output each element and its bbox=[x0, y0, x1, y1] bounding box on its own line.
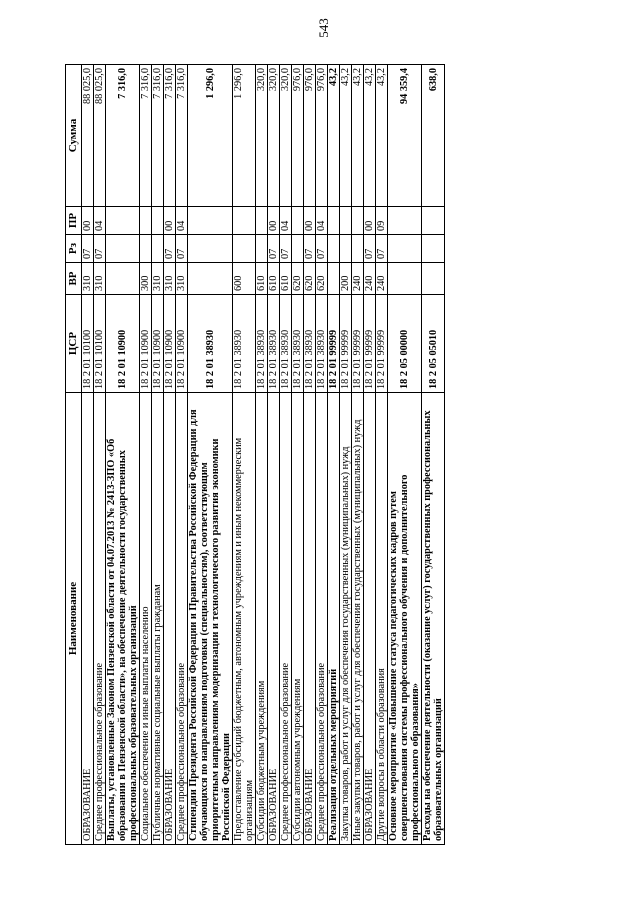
table-row bbox=[106, 65, 140, 845]
cell-csr: 18 2 01 38930 bbox=[280, 295, 292, 393]
cell-vr: 200 bbox=[340, 263, 352, 295]
cell-csr: 18 2 01 10900 bbox=[176, 295, 188, 393]
table-row bbox=[422, 65, 445, 845]
cell-name: Предоставление субсидий бюджетным, автономным учреждениям и иным некоммерческим организациям bbox=[233, 393, 256, 845]
cell-rz: 07 bbox=[82, 235, 94, 263]
table-row bbox=[316, 65, 328, 845]
table-row bbox=[82, 65, 94, 845]
cell-pr: 00 bbox=[304, 207, 316, 235]
cell-vr bbox=[388, 263, 422, 295]
cell-csr: 18 2 05 00000 bbox=[388, 295, 422, 393]
header-rz: Рз bbox=[66, 235, 82, 263]
cell-vr bbox=[328, 263, 340, 295]
budget-table bbox=[65, 64, 445, 845]
cell-pr: 00 bbox=[268, 207, 280, 235]
cell-vr bbox=[188, 263, 233, 295]
cell-csr: 18 2 01 10900 bbox=[164, 295, 176, 393]
cell-name: Среднее профессиональное образование bbox=[316, 393, 328, 845]
cell-name: Среднее профессиональное образование bbox=[94, 393, 106, 845]
cell-name: Социальное обеспечение и иные выплаты населению bbox=[140, 393, 152, 845]
cell-rz: 07 bbox=[280, 235, 292, 263]
cell-vr: 620 bbox=[316, 263, 328, 295]
cell-sum: 320,0 bbox=[280, 65, 292, 207]
cell-csr: 18 2 01 99999 bbox=[328, 295, 340, 393]
cell-pr: 04 bbox=[316, 207, 328, 235]
cell-name: Публичные нормативные социальные выплаты гражданам bbox=[152, 393, 164, 845]
cell-vr: 310 bbox=[152, 263, 164, 295]
cell-pr: 04 bbox=[280, 207, 292, 235]
cell-rz: 07 bbox=[164, 235, 176, 263]
cell-name: ОБРАЗОВАНИЕ bbox=[268, 393, 280, 845]
cell-pr: 04 bbox=[94, 207, 106, 235]
cell-pr bbox=[292, 207, 304, 235]
cell-name: ОБРАЗОВАНИЕ bbox=[164, 393, 176, 845]
cell-csr: 18 2 01 38930 bbox=[268, 295, 280, 393]
header-sum: Сумма bbox=[66, 65, 82, 207]
cell-name: Среднее профессиональное образование bbox=[176, 393, 188, 845]
cell-name: ОБРАЗОВАНИЕ bbox=[364, 393, 376, 845]
cell-csr: 18 2 01 99999 bbox=[376, 295, 388, 393]
cell-sum: 976,0 bbox=[292, 65, 304, 207]
cell-vr: 620 bbox=[292, 263, 304, 295]
table-row bbox=[268, 65, 280, 845]
cell-pr: 09 bbox=[376, 207, 388, 235]
cell-rz: 07 bbox=[304, 235, 316, 263]
table-body bbox=[82, 65, 445, 845]
cell-rz bbox=[352, 235, 364, 263]
cell-vr: 610 bbox=[280, 263, 292, 295]
cell-pr bbox=[152, 207, 164, 235]
cell-name: Субсидии бюджетным учреждениям bbox=[256, 393, 268, 845]
cell-rz bbox=[140, 235, 152, 263]
cell-vr bbox=[422, 263, 445, 295]
cell-rz bbox=[233, 235, 256, 263]
cell-rz bbox=[292, 235, 304, 263]
cell-rz bbox=[188, 235, 233, 263]
cell-sum: 7 316,0 bbox=[176, 65, 188, 207]
header-csr: ЦСР bbox=[66, 295, 82, 393]
table-row bbox=[388, 65, 422, 845]
table-row bbox=[376, 65, 388, 845]
cell-vr: 310 bbox=[82, 263, 94, 295]
cell-sum: 1 296,0 bbox=[188, 65, 233, 207]
table-row bbox=[233, 65, 256, 845]
cell-sum: 43,2 bbox=[352, 65, 364, 207]
table-header-row bbox=[66, 65, 82, 845]
table-row bbox=[188, 65, 233, 845]
cell-name: Выплаты, установленные Законом Пензенской области от 04.07.2013 № 2413-ЗПО «Об образовании в Пензенской области», на обеспечение деятельности государственных профессиональных образовательных организаций bbox=[106, 393, 140, 845]
cell-csr: 18 2 01 38930 bbox=[316, 295, 328, 393]
cell-pr: 04 bbox=[176, 207, 188, 235]
cell-csr: 18 2 01 38930 bbox=[292, 295, 304, 393]
cell-csr: 18 2 01 99999 bbox=[340, 295, 352, 393]
cell-pr: 00 bbox=[164, 207, 176, 235]
header-vr: ВР bbox=[66, 263, 82, 295]
cell-name: Закупка товаров, работ и услуг для обеспечения государственных (муниципальных) нужд bbox=[340, 393, 352, 845]
table-row bbox=[152, 65, 164, 845]
cell-pr bbox=[328, 207, 340, 235]
cell-pr bbox=[422, 207, 445, 235]
cell-rz bbox=[328, 235, 340, 263]
table-row bbox=[94, 65, 106, 845]
cell-csr: 18 2 01 38930 bbox=[233, 295, 256, 393]
table-row bbox=[176, 65, 188, 845]
cell-sum: 43,2 bbox=[340, 65, 352, 207]
cell-sum: 976,0 bbox=[304, 65, 316, 207]
cell-name: Расходы на обеспечение деятельности (оказание услуг) государственных профессиональных образовательных организаций bbox=[422, 393, 445, 845]
table-row bbox=[292, 65, 304, 845]
cell-rz: 07 bbox=[94, 235, 106, 263]
cell-vr: 310 bbox=[94, 263, 106, 295]
cell-pr bbox=[352, 207, 364, 235]
cell-vr: 240 bbox=[376, 263, 388, 295]
cell-rz: 07 bbox=[268, 235, 280, 263]
cell-csr: 18 2 01 10100 bbox=[94, 295, 106, 393]
cell-name: Основное мероприятие «Повышение статуса педагогических кадров путем совершенствования системы профессионального обучения и дополнительного профессионального образования» bbox=[388, 393, 422, 845]
cell-rz bbox=[340, 235, 352, 263]
table-row bbox=[364, 65, 376, 845]
cell-name: Реализация отдельных мероприятий bbox=[328, 393, 340, 845]
cell-vr: 610 bbox=[256, 263, 268, 295]
cell-sum: 1 296,0 bbox=[233, 65, 256, 207]
cell-name: Среднее профессиональное образование bbox=[280, 393, 292, 845]
table-row bbox=[280, 65, 292, 845]
cell-csr: 18 2 05 05010 bbox=[422, 295, 445, 393]
cell-pr bbox=[140, 207, 152, 235]
cell-sum: 43,2 bbox=[376, 65, 388, 207]
cell-name: ОБРАЗОВАНИЕ bbox=[82, 393, 94, 845]
cell-sum: 638,0 bbox=[422, 65, 445, 207]
cell-sum: 43,2 bbox=[364, 65, 376, 207]
cell-name: ОБРАЗОВАНИЕ bbox=[304, 393, 316, 845]
cell-vr: 310 bbox=[164, 263, 176, 295]
cell-pr bbox=[340, 207, 352, 235]
cell-csr: 18 2 01 10900 bbox=[152, 295, 164, 393]
cell-rz bbox=[256, 235, 268, 263]
cell-csr: 18 2 01 10900 bbox=[106, 295, 140, 393]
cell-csr: 18 2 01 99999 bbox=[364, 295, 376, 393]
cell-vr: 620 bbox=[304, 263, 316, 295]
cell-rz bbox=[422, 235, 445, 263]
cell-pr bbox=[388, 207, 422, 235]
page-number: 543 bbox=[315, 18, 331, 38]
cell-name: Субсидии автономным учреждениям bbox=[292, 393, 304, 845]
cell-sum: 7 316,0 bbox=[152, 65, 164, 207]
cell-pr bbox=[106, 207, 140, 235]
cell-sum: 7 316,0 bbox=[140, 65, 152, 207]
cell-name: Стипендии Президента Российской Федерации и Правительства Российской Федерации для обучающихся по направлениям подготовки (специальностям), соответствующим приоритетным направлениям модернизации и технологического развития экономики Российской Федерации bbox=[188, 393, 233, 845]
table-row bbox=[256, 65, 268, 845]
cell-rz: 07 bbox=[364, 235, 376, 263]
header-pr: ПР bbox=[66, 207, 82, 235]
cell-csr: 18 2 01 10900 bbox=[140, 295, 152, 393]
cell-vr: 240 bbox=[364, 263, 376, 295]
table-row bbox=[304, 65, 316, 845]
cell-name: Иные закупки товаров, работ и услуг для обеспечения государственных (муниципальных) нужд bbox=[352, 393, 364, 845]
cell-sum: 7 316,0 bbox=[164, 65, 176, 207]
cell-rz: 07 bbox=[316, 235, 328, 263]
cell-sum: 320,0 bbox=[268, 65, 280, 207]
cell-vr: 240 bbox=[352, 263, 364, 295]
cell-rz bbox=[152, 235, 164, 263]
table-row bbox=[328, 65, 340, 845]
cell-vr: 600 bbox=[233, 263, 256, 295]
cell-rz bbox=[106, 235, 140, 263]
cell-rz bbox=[388, 235, 422, 263]
cell-sum: 88 025,0 bbox=[94, 65, 106, 207]
cell-vr bbox=[106, 263, 140, 295]
cell-csr: 18 2 01 10100 bbox=[82, 295, 94, 393]
cell-sum: 43,2 bbox=[328, 65, 340, 207]
cell-vr: 310 bbox=[176, 263, 188, 295]
rotated-page bbox=[65, 65, 567, 845]
cell-sum: 976,0 bbox=[316, 65, 328, 207]
cell-sum: 7 316,0 bbox=[106, 65, 140, 207]
cell-csr: 18 2 01 99999 bbox=[352, 295, 364, 393]
cell-pr: 00 bbox=[364, 207, 376, 235]
table-row bbox=[164, 65, 176, 845]
cell-vr: 610 bbox=[268, 263, 280, 295]
cell-pr: 00 bbox=[82, 207, 94, 235]
cell-csr: 18 2 01 38930 bbox=[256, 295, 268, 393]
cell-sum: 88 025,0 bbox=[82, 65, 94, 207]
cell-rz: 07 bbox=[176, 235, 188, 263]
cell-csr: 18 2 01 38930 bbox=[188, 295, 233, 393]
table-row bbox=[352, 65, 364, 845]
table-row bbox=[340, 65, 352, 845]
cell-vr: 300 bbox=[140, 263, 152, 295]
cell-pr bbox=[256, 207, 268, 235]
cell-name: Другие вопросы в области образования bbox=[376, 393, 388, 845]
cell-csr: 18 2 01 38930 bbox=[304, 295, 316, 393]
cell-rz: 07 bbox=[376, 235, 388, 263]
cell-pr bbox=[233, 207, 256, 235]
cell-sum: 320,0 bbox=[256, 65, 268, 207]
header-name: Наименование bbox=[66, 393, 82, 845]
cell-pr bbox=[188, 207, 233, 235]
cell-sum: 94 359,4 bbox=[388, 65, 422, 207]
table-row bbox=[140, 65, 152, 845]
